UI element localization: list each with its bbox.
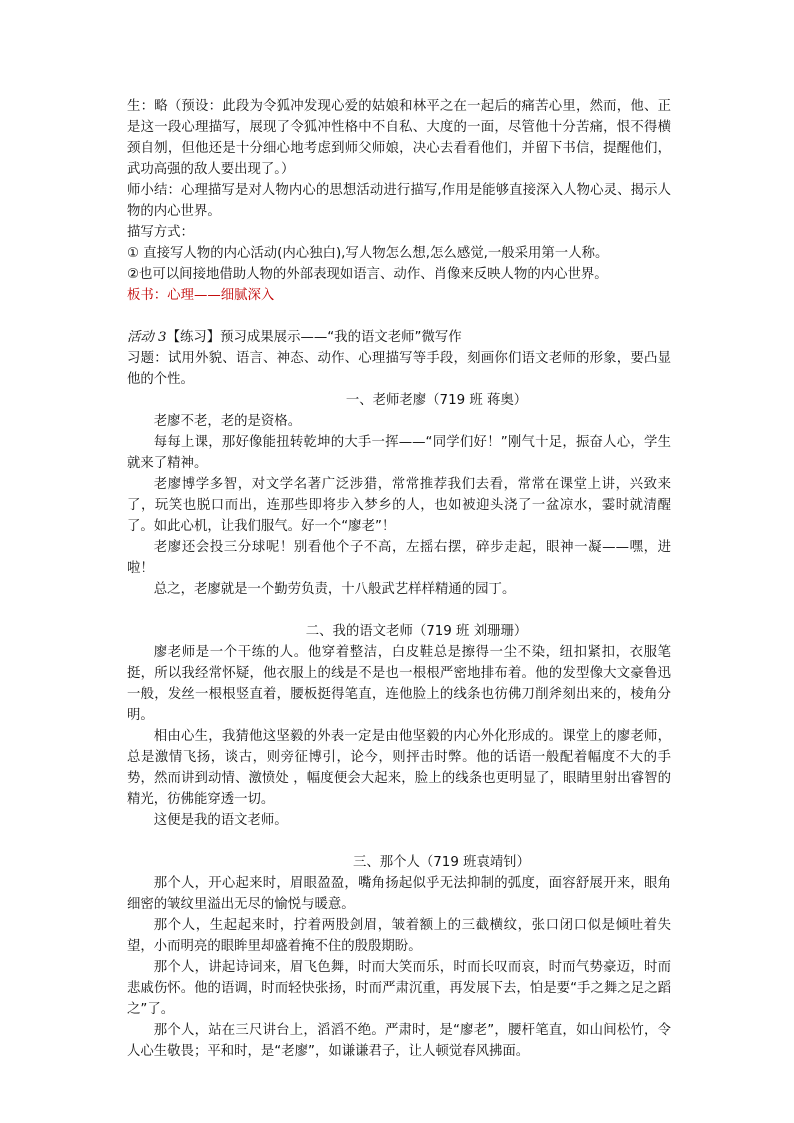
methods-label: 描写方式： [127, 225, 194, 240]
essay1-paragraph: 总之，老廖就是一个勤劳负责，十八般武艺样样精通的园丁。 [153, 582, 516, 597]
activity-label: 活动 3 [127, 330, 167, 345]
teacher-summary: 师小结：心理描写是对人物内心的思想活动进行描写,作用是能够直接深入人物心灵、揭示人物的内心世界。 [127, 183, 671, 219]
essay2-paragraph: 相由心生，我猜他这坚毅的外表一定是由他坚毅的内心外化形成的。课堂上的廖老师，总是激情飞扬，谈古，则旁征博引，论今，则抨击时弊。他的话语一般配着幅度不大的手势，然而讲到动情、激愤处 ，幅度便会大起来，脸上的线条也更明显了，眼睛里射出睿智的精光，彷佛能穿透一切。 [127, 729, 671, 807]
spacer [127, 600, 671, 621]
spacer [127, 831, 671, 852]
essay3-paragraph: 那个人，讲起诗词来，眉飞色舞，时而大笑而乐，时而长叹而哀，时而气势豪迈，时而悲戚伤怀。他的语调，时而轻快张扬，时而严肃沉重，再发展下去，怕是要“手之舞之足之蹈之”了。 [127, 960, 671, 1017]
essay1-paragraph: 每每上课，那好像能扭转乾坤的大手一挥——“同学们好！”刚气十足，振奋人心，学生就来了精神。 [127, 435, 671, 471]
essay2-paragraph: 廖老师是一个干练的人。他穿着整洁，白皮鞋总是擦得一尘不染，纽扣紧扣，衣服笔挺，所以我经常怀疑，他衣服上的线是不是也一根根严密地排布着。他的发型像大文豪鲁迅一般，发丝一根根竖直着，腰板挺得笔直，连他脸上的线条也彷佛刀削斧刻出来的，棱角分明。 [127, 645, 671, 723]
student-answer: 生：略（预设：此段为令狐冲发现心爱的姑娘和林平之在一起后的痛苦心里，然而，他、正是这一段心理描写，展现了令狐冲性格中不自私、大度的一面，尽管他十分苦痛，恨不得横颈自刎，但他还是十分细心地考虑到师父师娘，决心去看看他们，并留下书信，提醒他们，武功高强的敌人要出现了。） [127, 99, 671, 177]
essay3-paragraph: 那个人，开心起来时，眉眼盈盈，嘴角扬起似乎无法抑制的弧度，面容舒展开来，眼角细密的皱纹里溢出无尽的愉悦与暖意。 [127, 876, 671, 912]
essay2-paragraph: 这便是我的语文老师。 [153, 813, 288, 828]
essay1-title: 一、老师老廖（719 班 蒋奥） [345, 393, 528, 408]
essay2-title: 二、我的语文老师（719 班 刘珊珊） [305, 624, 528, 639]
activity-title: 【练习】预习成果展示——“我的语文老师”微写作 [166, 330, 462, 345]
board-note: 板书：心理——细腻深入 [127, 288, 275, 303]
essay3-paragraph: 那个人，站在三尺讲台上，滔滔不绝。严肃时，是“廖老”，腰杆笔直，如山间松竹，令人心生敬畏；平和时，是“老廖”，如谦谦君子，让人顿觉春风拂面。 [127, 1023, 671, 1059]
method-direct: ① 直接写人物的内心活动(内心独白),写人物怎么想,怎么感觉,一般采用第一人称。 [127, 246, 609, 261]
exercise-text: 习题：试用外貌、语言、神态、动作、心理描写等手段，刻画你们语文老师的形象，要凸显他的个性。 [127, 351, 671, 387]
essay1-paragraph: 老廖不老，老的是资格。 [153, 414, 302, 429]
method-indirect: ②也可以间接地借助人物的外部表现如语言、动作、肖像来反映人物的内心世界。 [127, 267, 608, 282]
essay1-paragraph: 老廖博学多智，对文学名著广泛涉猎，常常推荐我们去看，常常在课堂上讲，兴致来了，玩笑也脱口而出，连那些即将步入梦乡的人，也如被迎头浇了一盆凉水，霎时就清醒了。如此心机，让我们服气。好一个“廖老”！ [127, 477, 671, 534]
essay3-title: 三、那个人（719 班袁靖钊） [352, 855, 531, 870]
essay1-paragraph: 老廖还会投三分球呢！别看他个子不高，左摇右摆，碎步走起，眼神一凝——嘿，进啦！ [127, 540, 671, 576]
spacer [127, 306, 671, 327]
document-page [127, 96, 671, 1062]
essay3-paragraph: 那个人，生起起来时，拧着两股剑眉，皱着额上的三截横纹，张口闭口似是倾吐着失望，小而明亮的眼眸里却盛着掩不住的殷殷期盼。 [127, 918, 671, 954]
activity-heading [127, 327, 671, 348]
